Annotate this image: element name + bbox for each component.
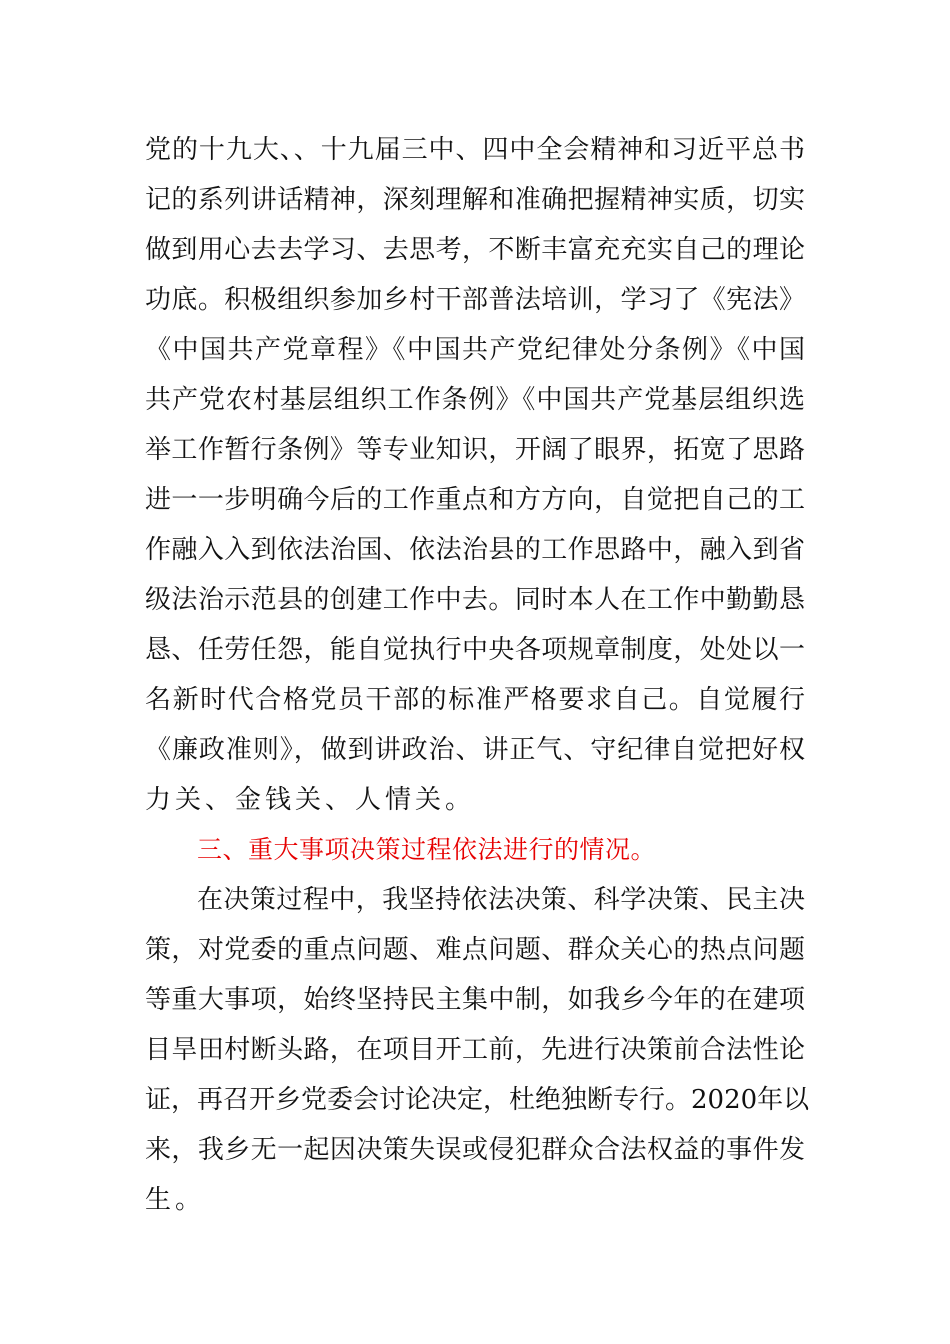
paragraph-line: 策，对党委的重点问题、难点问题、群众关心的热点问题 — [145, 935, 805, 965]
paragraph-line: 来，我乡无一起因决策失误或侵犯群众合法权益的事件发 — [145, 1135, 805, 1165]
paragraph-line: 等重大事项，始终坚持民主集中制，如我乡今年的在建项 — [145, 985, 805, 1015]
paragraph-line: 党的十九大、、十九届三中、四中全会精神和习近平总书 — [145, 135, 805, 165]
paragraph-line: 力关、金钱关、人情关。 — [145, 785, 476, 815]
paragraph-line: 恳、任劳任怨，能自觉执行中央各项规章制度，处处以一 — [145, 635, 805, 665]
paragraph-line: 功底。积极组织参加乡村干部普法培训，学习了《宪法》 — [145, 285, 805, 315]
section-heading: 三、重大事项决策过程依法进行的情况。 — [197, 835, 657, 864]
paragraph-line: 生。 — [145, 1185, 206, 1215]
paragraph-line: 证，再召开乡党委会讨论决定，杜绝独断专行。2020年以 — [145, 1085, 810, 1115]
paragraph-line: 《中国共产党章程》《中国共产党纪律处分条例》《中国 — [145, 335, 805, 365]
paragraph-line: 级法治示范县的创建工作中去。同时本人在工作中勤勤恳 — [145, 585, 805, 615]
paragraph-line: 进一一步明确今后的工作重点和方方向，自觉把自己的工 — [145, 485, 805, 515]
paragraph-line: 目旱田村断头路，在项目开工前，先进行决策前合法性论 — [145, 1035, 805, 1065]
paragraph-line: 名新时代合格党员干部的标准严格要求自己。自觉履行 — [145, 685, 805, 715]
paragraph-line: 《廉政准则》，做到讲政治、讲正气、守纪律自觉把好权 — [145, 735, 805, 765]
paragraph-line: 共产党农村基层组织工作条例》《中国共产党基层组织选 — [145, 385, 805, 415]
paragraph-line: 作融入入到依法治国、依法治县的工作思路中，融入到省 — [145, 535, 805, 565]
paragraph-line: 在决策过程中，我坚持依法决策、科学决策、民主决 — [197, 885, 805, 915]
paragraph-line: 记的系列讲话精神，深刻理解和准确把握精神实质，切实 — [145, 185, 805, 215]
paragraph-line: 做到用心去去学习、去思考，不断丰富充充实自己的理论 — [145, 235, 805, 265]
paragraph-line: 举工作暂行条例》等专业知识，开阔了眼界，拓宽了思路 — [145, 435, 805, 465]
